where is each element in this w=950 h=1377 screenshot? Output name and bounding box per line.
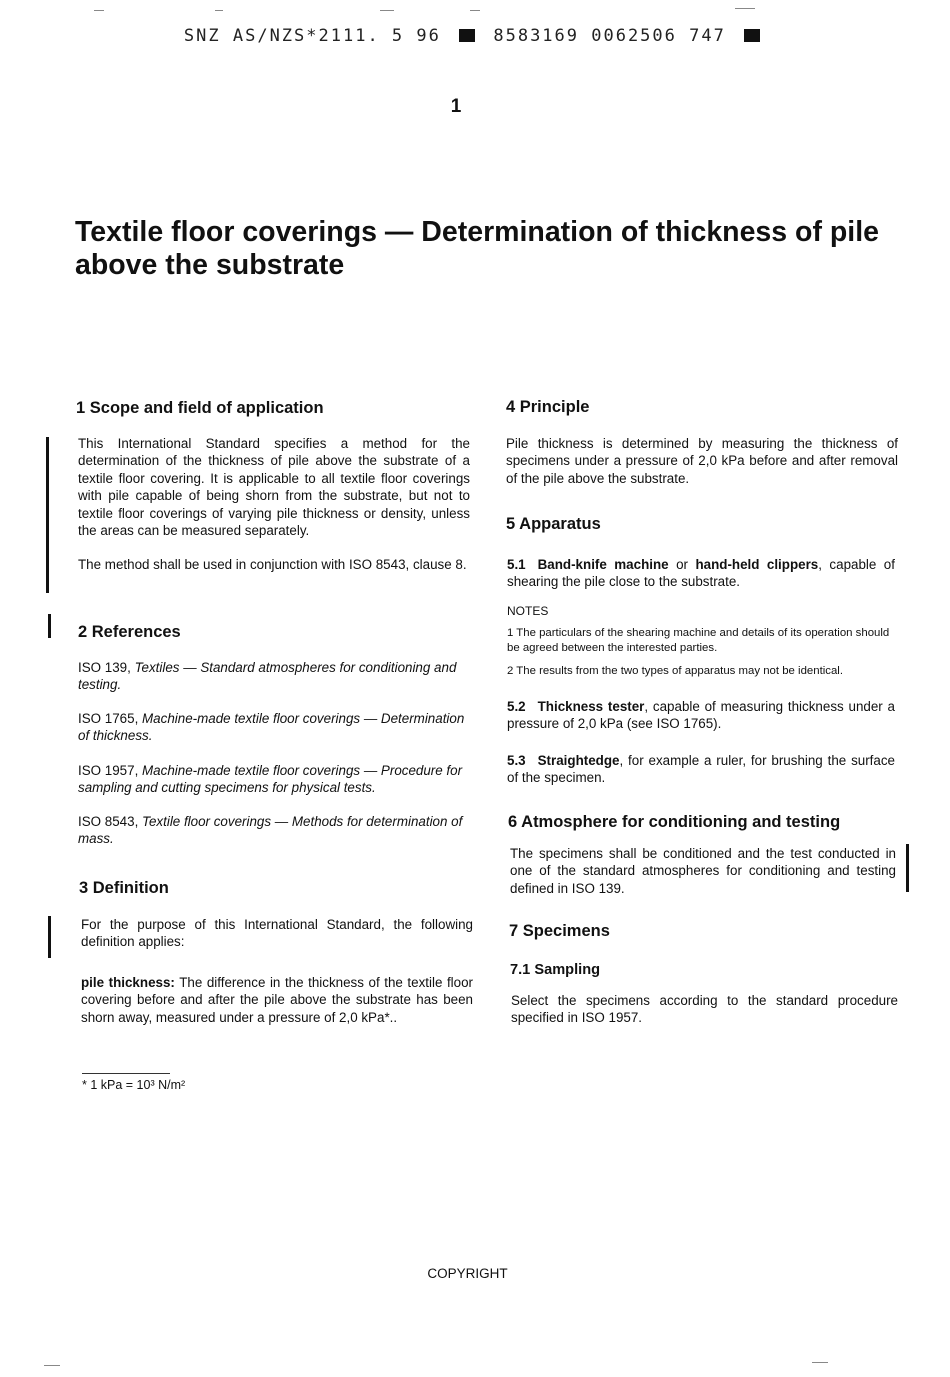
scan-speck <box>94 10 104 11</box>
section-heading: 6 Atmosphere for conditioning and testing <box>508 813 841 831</box>
reference-title: Textile floor coverings — Methods for determination of mass. <box>78 814 463 847</box>
scope-text: This International Standard specifies a method for the determination of the thickness of pile above the substrate of a textile floor covering. It is applicable to all textile floor coverings with pile capable of being shorn from the substrate, but not to textile floor coverings of varying pile thickness or density, unless the areas can be measured separately. <box>78 436 470 539</box>
scan-speck <box>44 1365 60 1366</box>
reference-item <box>78 710 470 745</box>
apparatus-item-5-1 <box>507 556 895 591</box>
section-definition <box>79 880 471 897</box>
section-heading: 2 References <box>78 623 181 641</box>
atmosphere-paragraph <box>510 845 896 897</box>
reference-item <box>78 659 470 694</box>
apparatus-item-5-3 <box>507 752 895 787</box>
section-principle <box>506 399 898 416</box>
section-heading: 7 Specimens <box>509 922 610 940</box>
reference-id: ISO 8543, <box>78 814 143 829</box>
reference-title: Textiles — Standard atmospheres for conditioning and testing. <box>78 660 457 693</box>
definition-entry <box>81 974 473 1026</box>
item-term: Straightedge <box>537 753 620 768</box>
apparatus-item-5-2 <box>507 698 895 733</box>
section-apparatus <box>506 516 898 533</box>
item-text: , capable of measuring thickness under a pressure of 2,0 kPa (see ISO 1765). <box>507 699 895 732</box>
section-specimens <box>509 923 901 940</box>
item-text: , capable of shearing the pile close to the substrate. <box>507 557 895 590</box>
section-heading: 3 Definition <box>79 879 169 897</box>
scan-speck <box>215 10 223 11</box>
reference-id: ISO 1765, <box>78 711 143 726</box>
item-number: 5.2 <box>507 699 526 714</box>
scan-speck <box>470 10 480 11</box>
item-text: or <box>668 557 696 572</box>
item-number: 5.1 <box>507 557 526 572</box>
sampling-paragraph <box>511 992 898 1027</box>
section-scope <box>76 400 468 417</box>
revision-bar <box>906 844 909 892</box>
section-heading: 4 Principle <box>506 398 590 416</box>
revision-bar <box>46 437 49 593</box>
copyright-footer: COPYRIGHT <box>427 1266 508 1281</box>
item-number: 5.3 <box>507 753 526 768</box>
revision-bar <box>48 614 51 638</box>
note-1: 1 The particulars of the shearing machine and details of its operation should be agreed between the interested parties. <box>507 627 890 654</box>
subsection-sampling <box>510 962 902 979</box>
principle-paragraph <box>506 435 898 487</box>
principle-text: Pile thickness is determined by measuring the thickness of specimens under a pressure of 2,0 kPa before and after removal of the pile above the substrate. <box>506 436 898 486</box>
definition-text: The difference in the thickness of the textile floor covering before and after the pile above the substrate has been shorn away, measured under a pressure of 2,0 kPa*.. <box>81 975 474 1025</box>
notes-label: NOTES <box>507 604 549 618</box>
scan-speck <box>380 10 394 11</box>
defined-term: pile thickness: <box>81 975 175 990</box>
reference-item <box>78 762 470 797</box>
reference-item <box>78 813 470 848</box>
reference-title: Machine-made textile floor coverings — Determination of thickness. <box>78 711 465 744</box>
section-references <box>78 624 470 641</box>
scope-paragraph-2 <box>78 556 470 573</box>
document-code-part1: SNZ AS/NZS*2111. 5 96 <box>183 26 441 46</box>
item-term: hand-held clippers <box>695 557 819 572</box>
note-2: 2 The results from the two types of apparatus may not be identical. <box>507 665 843 677</box>
item-text: , for example a ruler, for brushing the surface of the specimen. <box>507 753 895 786</box>
black-mark <box>744 29 760 42</box>
atmosphere-text: The specimens shall be conditioned and the test conducted in one of the standard atmospheres for conditioning and testing defined in ISO 139. <box>510 846 896 896</box>
subsection-heading: 7.1 Sampling <box>510 962 601 978</box>
item-term: Thickness tester <box>537 699 645 714</box>
footnote: * 1 kPa = 10³ N/m² <box>82 1078 186 1092</box>
black-mark <box>459 29 475 42</box>
document-code-part2: 8583169 0062506 747 <box>493 26 726 46</box>
revision-bar <box>48 916 51 958</box>
definition-intro-text: For the purpose of this International Standard, the following definition applies: <box>81 917 473 950</box>
scan-speck <box>812 1362 828 1363</box>
page-number: 1 <box>450 96 462 117</box>
reference-id: ISO 1957, <box>78 763 143 778</box>
section-atmosphere <box>508 814 908 831</box>
section-heading: 5 Apparatus <box>506 515 601 533</box>
document-title: Textile floor coverings — Determination of thickness of pile above the substrate <box>75 216 879 281</box>
sampling-text: Select the specimens according to the standard procedure specified in ISO 1957. <box>511 993 898 1026</box>
footnote-separator <box>82 1073 170 1074</box>
reference-id: ISO 139, <box>78 660 135 675</box>
document-code-line <box>0 26 950 46</box>
item-term: Band-knife machine <box>537 557 669 572</box>
reference-title: Machine-made textile floor coverings — Procedure for sampling and cutting specimens for physical tests. <box>78 763 463 796</box>
definition-intro <box>81 916 473 951</box>
scan-speck <box>735 8 755 9</box>
scope-text-2: The method shall be used in conjunction with ISO 8543, clause 8. <box>78 557 467 572</box>
section-heading: 1 Scope and field of application <box>76 399 324 417</box>
scope-paragraph <box>78 435 470 539</box>
